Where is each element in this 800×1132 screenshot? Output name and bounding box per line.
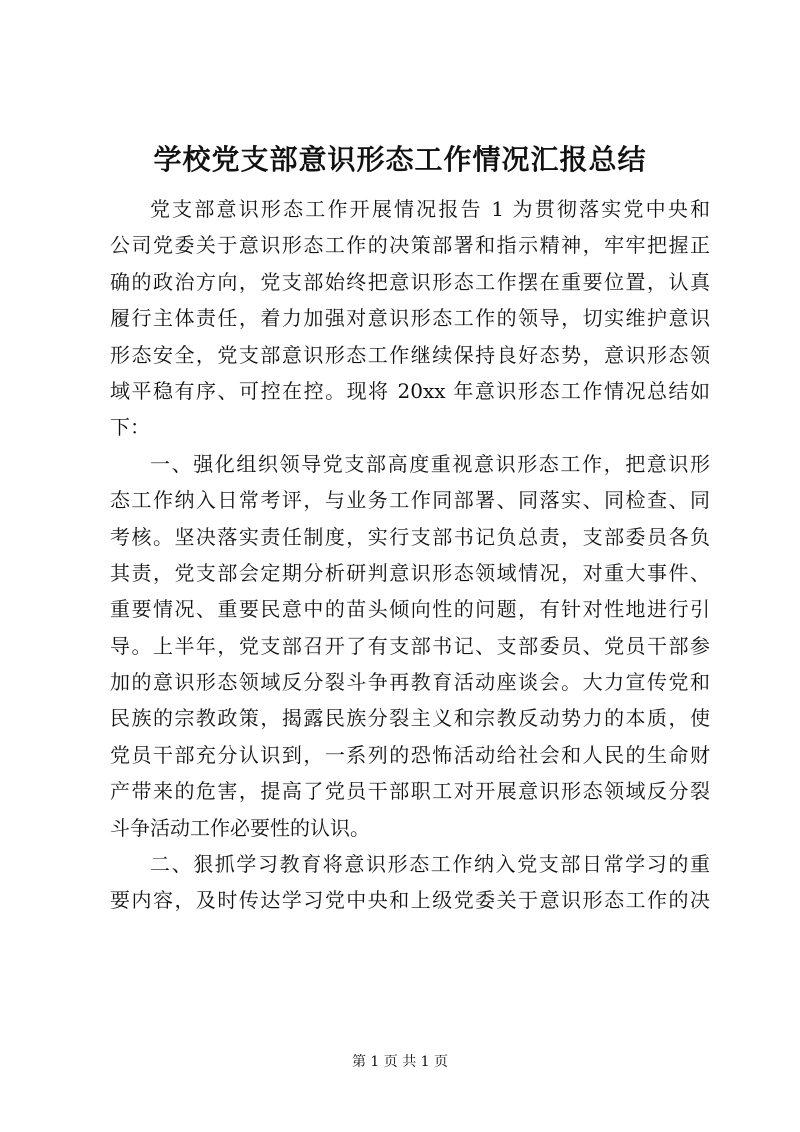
text-line: 要内容，及时传达学习党中央和上级党委关于意识形态工作的决: [110, 888, 710, 913]
text-line: 公司党委关于意识形态工作的决策部署和指示精神，牢牢把握正: [110, 233, 710, 258]
text-line: 履行主体责任，着力加强对意识形态工作的领导，切实维护意识: [110, 306, 710, 331]
text-line: 域平稳有序、可控在控。现将 20xx 年意识形态工作情况总结如: [110, 378, 710, 403]
text-line: 其责，党支部会定期分析研判意识形态领域情况，对重大事件、: [110, 560, 710, 585]
text-line: 确的政治方向，党支部始终把意识形态工作摆在重要位置，认真: [110, 269, 710, 294]
document-body: [110, 191, 710, 919]
text-line: 态工作纳入日常考评，与业务工作同部署、同落实、同检查、同: [110, 488, 710, 513]
paragraph-intro: [110, 191, 710, 446]
text-line: 党支部意识形态工作开展情况报告 1 为贯彻落实党中央和: [150, 197, 710, 221]
document-title: 学校党支部意识形态工作情况汇报总结: [153, 143, 647, 176]
text-line: 下：: [110, 415, 150, 440]
text-line: 考核。坚决落实责任制度，实行支部书记负总责，支部委员各负: [110, 524, 710, 549]
page-footer: 第 1 页 共 1 页: [351, 1054, 449, 1070]
text-line: 斗争活动工作必要性的认识。: [110, 815, 370, 840]
text-line: 重要情况、重要民意中的苗头倾向性的问题，有针对性地进行引: [110, 597, 710, 622]
text-line: 形态安全，党支部意识形态工作继续保持良好态势，意识形态领: [110, 342, 710, 367]
text-line: 党员干部充分认识到，一系列的恐怖活动给社会和人民的生命财: [110, 742, 710, 767]
text-line: 加的意识形态领域反分裂斗争再教育活动座谈会。大力宣传党和: [110, 670, 710, 695]
text-line: 产带来的危害，提高了党员干部职工对开展意识形态领域反分裂: [110, 779, 710, 804]
text-line: 民族的宗教政策，揭露民族分裂主义和宗教反动势力的本质，使: [110, 706, 710, 731]
text-line: 一、强化组织领导党支部高度重视意识形态工作，把意识形: [150, 451, 710, 476]
text-line: 二、狠抓学习教育将意识形态工作纳入党支部日常学习的重: [150, 852, 710, 877]
text-line: 导。上半年，党支部召开了有支部书记、支部委员、党员干部参: [110, 633, 710, 658]
paragraph-section-2: [110, 846, 710, 919]
paragraph-section-1: [110, 446, 710, 846]
